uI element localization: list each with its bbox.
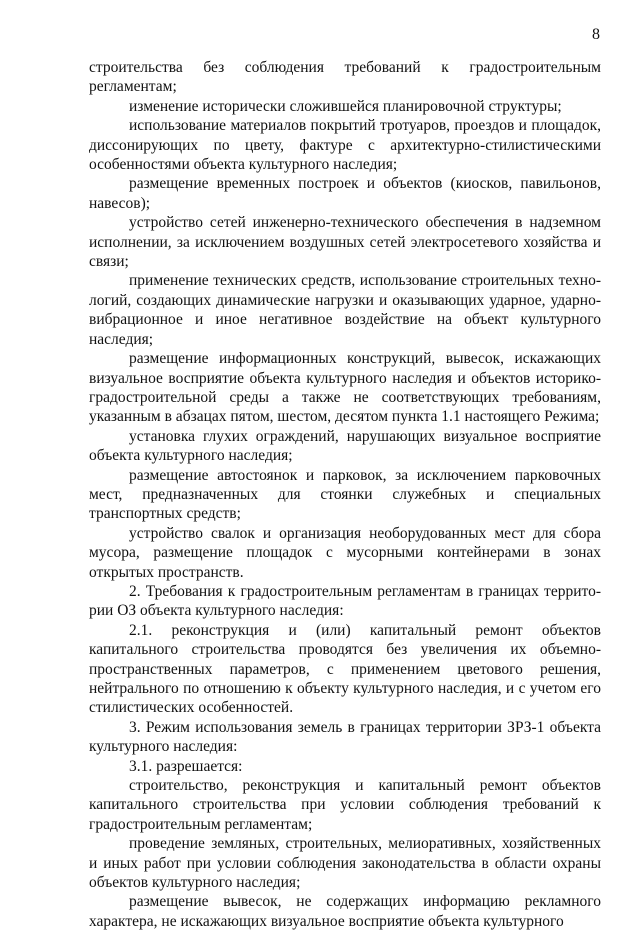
paragraph: использование материалов покрытий тротуаров, проездов и площадок, диссонирующих по цвету, фактуре с архитектурно-стилистическими особенностями объекта культурного наследия; xyxy=(89,117,601,174)
paragraph: устройство сетей инженерно-технического обеспечения в надземном исполнении, за исключением воздушных сетей электросетевого хозяйства и связи; xyxy=(89,214,601,271)
paragraph: размещение вывесок, не содержащих информацию рекламного характера, не искажающих визуальное восприятие объекта культурного xyxy=(89,893,601,930)
paragraph: 3.1. разрешается: xyxy=(129,757,243,775)
paragraph: размещение информационных конструкций, вывесок, искажающих визуальное восприятие объекта культурного наследия и объектов историко-градостроительной среды а также не соответствующих требованиям, указанным в абзацах пятом, шестом, десятом пункта 1.1 настоящего Режима; xyxy=(89,350,601,426)
paragraph: размещение временных построек и объектов (киосков, павильонов, навесов); xyxy=(89,175,601,212)
paragraph: размещение автостоянок и парковок, за исключением парковочных мест, предназначенных для стоянки служебных и специальных транспортных средств; xyxy=(89,466,601,523)
paragraph: строительство, реконструкция и капитальный ремонт объектов капитального строительства при условии соблюдения требований к градостроительным регламентам; xyxy=(89,777,601,833)
document-body xyxy=(89,58,601,931)
paragraph: 2. Требования к градостроительным регламентам в границах территории ОЗ объекта культурного наследия: xyxy=(89,582,601,620)
paragraph: устройство свалок и организация необорудованных мест для сбора мусора, размещение площадок с мусорными контейнерами в зонах открытых пространств. xyxy=(89,524,601,581)
paragraph: строительства без соблюдения требований к градостроительным регламентам; xyxy=(89,59,601,96)
paragraph: установка глухих ограждений, нарушающих визуальное восприятие объекта культурного наследия; xyxy=(89,427,601,465)
paragraph: применение технических средств, использование строительных технологий, создающих динамические нагрузки и оказывающих ударное, ударно-вибрационное и иное негативное воздействие на объект культурного наследия; xyxy=(89,272,601,348)
paragraph: проведение земляных, строительных, мелиоративных, хозяйственных и иных работ при условии соблюдения законодательства в области охраны объектов культурного наследия; xyxy=(89,835,601,892)
paragraph: 3. Режим использования земель в границах территории ЗРЗ-1 объекта культурного наследия: xyxy=(89,718,601,756)
paragraph: 2.1. реконструкция и (или) капитальный ремонт объектов капитального строительства проводятся без увеличения их объемно-пространственных параметров, с применением цветового решения, нейтрального по отношению к объекту культурного наследия, и с учетом его стилистических особенностей. xyxy=(89,621,601,717)
page-number: 8 xyxy=(592,26,600,43)
paragraph: изменение исторически сложившейся планировочной структуры; xyxy=(129,97,562,115)
